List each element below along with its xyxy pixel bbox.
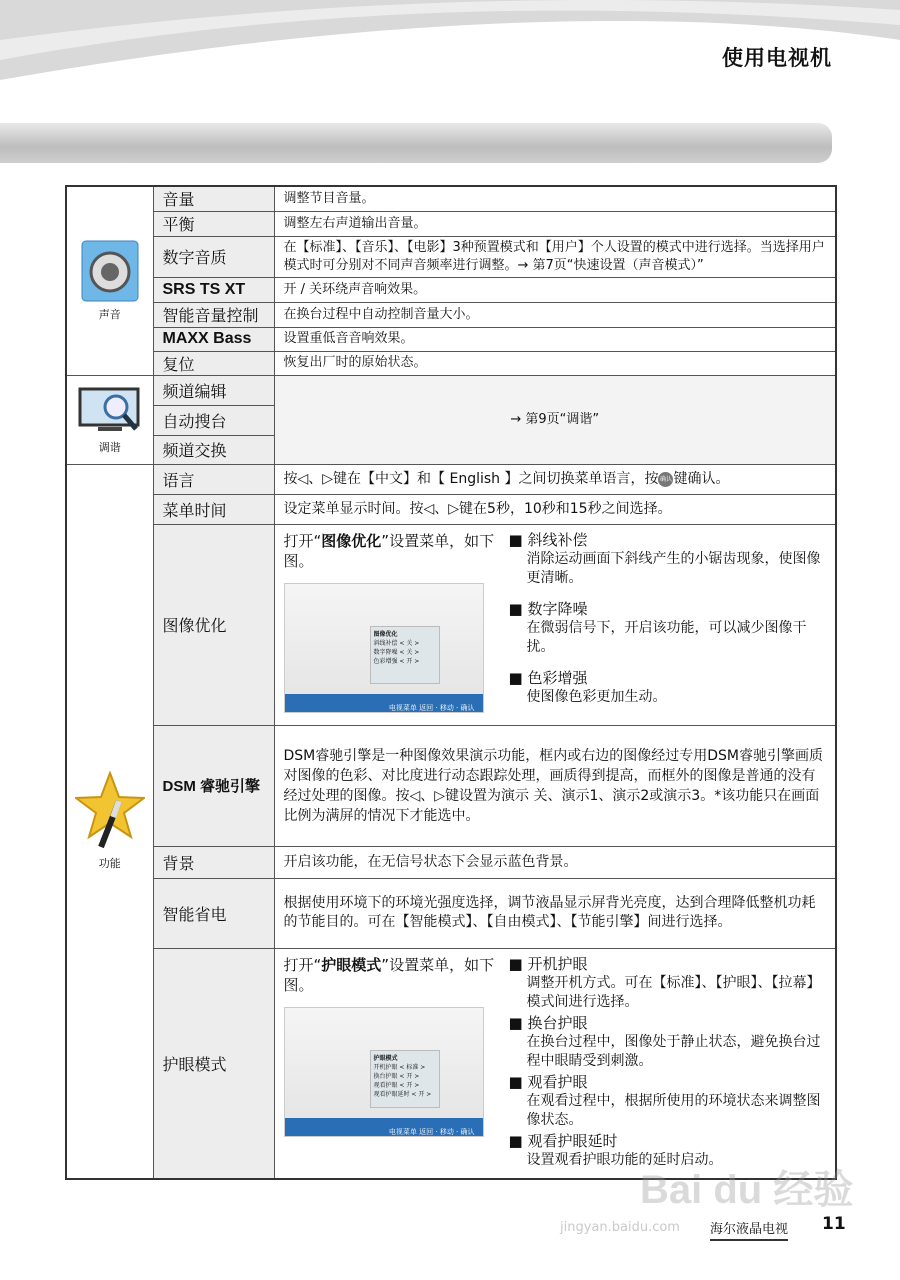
bullet-text: 在观看过程中，根据所使用的环境状态来调整图像状态。	[526, 1092, 821, 1128]
menu-popup	[370, 1050, 440, 1108]
menu-popup	[370, 626, 440, 684]
setting-name: MAXX Bass	[153, 327, 274, 351]
setting-name: 音量	[153, 186, 274, 211]
table-row	[66, 464, 836, 494]
header-bar	[0, 123, 832, 163]
tv-magnifier-icon	[78, 385, 142, 435]
intro: 打开“	[283, 955, 322, 974]
footer-text: 海尔液晶电视	[710, 1218, 788, 1241]
setting-desc: 设定菜单显示时间。按◁、▷键在5秒，10秒和15秒之间选择。	[274, 494, 836, 524]
popup-item: 换台护眼 < 开 >	[373, 1072, 420, 1080]
bullet-item	[509, 600, 827, 657]
settings-table	[65, 185, 837, 1180]
setting-name: 智能音量控制	[153, 302, 274, 327]
menu-screenshot	[284, 583, 484, 713]
setting-name: 背景	[153, 846, 274, 878]
popup-title: 护眼模式	[373, 1054, 398, 1062]
popup-item: 色彩增强 < 开 >	[373, 657, 420, 665]
bullet-item	[509, 531, 827, 588]
bullet-text: 使图像色彩更加生动。	[526, 688, 667, 705]
bullet-text: 消除运动画面下斜线产生的小锯齿现象，使图像更清晰。	[526, 550, 821, 586]
table-row	[66, 846, 836, 878]
setting-name: 菜单时间	[153, 494, 274, 524]
group-label: 声音	[98, 307, 121, 321]
intro-bold: 护眼模式	[321, 955, 382, 974]
table-row	[66, 375, 836, 405]
setting-name: 自动搜台	[153, 405, 274, 435]
setting-desc	[274, 524, 836, 725]
group-tuning	[66, 375, 153, 464]
setting-name: 复位	[153, 351, 274, 375]
bullet-title: ■ 换台护眼	[509, 1014, 827, 1033]
setting-name: DSM 睿驰引擎	[153, 725, 274, 846]
bullet-title: ■ 斜线补偿	[509, 531, 827, 550]
popup-title: 图像优化	[373, 630, 398, 638]
group-label: 功能	[98, 857, 121, 870]
group-sound	[66, 186, 153, 375]
bullet-title: ■ 色彩增强	[509, 669, 827, 688]
bullet-title: ■ 数字降噪	[509, 600, 827, 619]
setting-desc: 在【标准】、【音乐】、【电影】3种预置模式和【用户】个人设置的模式中进行选择。当选择用户模式时可分别对不同声音频率进行调整。→ 第7页“快速设置（声音模式）”	[274, 236, 836, 277]
popup-item: 开机护眼 < 标准 >	[373, 1063, 426, 1071]
watermark-url: jingyan.baidu.com	[560, 1220, 680, 1235]
popup-item: 数字降噪 < 关 >	[373, 648, 420, 656]
intro: ”设置菜单，如下图。	[283, 531, 495, 570]
menu-footer: 电视菜单 返回 · 移动 · 确认	[285, 694, 483, 712]
intro: ”设置菜单，如下图。	[283, 955, 495, 994]
setting-desc	[274, 464, 836, 494]
setting-desc: DSM睿驰引擎是一种图像效果演示功能，框内或右边的图像经过专用DSM睿驰引擎画质对图像的色彩、对比度进行动态跟踪处理，画质得到提高，而框外的图像是普通的没有经过处理的图像。按◁、▷键设置为演示 关、演示1、演示2或演示3。*该功能只在画面比例为满屏的情况下才能选中。	[274, 725, 836, 846]
watermark-logo: Bai du 经验	[640, 1168, 854, 1212]
setting-name: 数字音质	[153, 236, 274, 277]
group-label: 调谐	[98, 440, 121, 454]
setting-desc: 开启该功能，在无信号状态下会显示蓝色背景。	[274, 846, 836, 878]
bullet-item	[509, 1132, 827, 1170]
bullet-item	[509, 1073, 827, 1130]
setting-name: 语言	[153, 464, 274, 494]
table-row	[66, 878, 836, 948]
setting-desc: 调整节目音量。	[274, 186, 836, 211]
bullet-title: ■ 观看护眼延时	[509, 1132, 827, 1151]
menu-footer: 电视菜单 返回 · 移动 · 确认	[285, 1118, 483, 1136]
desc-text: 按◁、▷键在【中文】和【 English 】之间切换菜单语言，按	[283, 471, 659, 487]
setting-name: SRS TS XT	[153, 277, 274, 302]
page-title: 使用电视机	[722, 46, 832, 70]
popup-item: 观看护眼 < 开 >	[373, 1081, 420, 1089]
bullet-text: 在换台过程中，图像处于静止状态，避免换台过程中眼睛受到刺激。	[526, 1033, 821, 1069]
table-row	[66, 211, 836, 236]
setting-desc: 根据使用环境下的环境光强度选择，调节液晶显示屏背光亮度，达到合理降低整机功耗的节能目的。可在【智能模式】、【自由模式】、【节能引擎】间进行选择。	[274, 878, 836, 948]
confirm-key-icon: 确认	[658, 472, 673, 487]
popup-item: 斜线补偿 < 关 >	[373, 639, 420, 647]
setting-name: 频道交换	[153, 435, 274, 464]
table-row	[66, 327, 836, 351]
popup-item: 观看护眼延时 < 开 >	[373, 1090, 432, 1098]
setting-desc: 开 / 关环绕声音响效果。	[274, 277, 836, 302]
setting-name: 频道编辑	[153, 375, 274, 405]
bullet-item	[509, 955, 827, 1012]
setting-desc: 恢复出厂时的原始状态。	[274, 351, 836, 375]
star-wand-icon	[75, 771, 145, 851]
table-row	[66, 494, 836, 524]
bullet-text: 调整开机方式。可在【标准】、【护眼】、【拉幕】模式间进行选择。	[526, 974, 821, 1010]
table-row	[66, 725, 836, 846]
table-row	[66, 351, 836, 375]
table-row	[66, 948, 836, 1179]
table-row	[66, 186, 836, 211]
menu-screenshot	[284, 1007, 484, 1137]
intro-bold: 图像优化	[321, 531, 382, 550]
table-row	[66, 524, 836, 725]
setting-desc: 设置重低音音响效果。	[274, 327, 836, 351]
table-row	[66, 302, 836, 327]
setting-desc: 调整左右声道输出音量。	[274, 211, 836, 236]
setting-name: 平衡	[153, 211, 274, 236]
setting-name: 护眼模式	[153, 948, 274, 1179]
bullet-title: ■ 开机护眼	[509, 955, 827, 974]
bullet-item	[509, 669, 827, 707]
intro: 打开“	[283, 531, 322, 550]
setting-desc: → 第9页“调谐”	[274, 375, 836, 464]
bullet-title: ■ 观看护眼	[509, 1073, 827, 1092]
bullet-item	[509, 1014, 827, 1071]
bullet-text: 在微弱信号下，开启该功能，可以减少图像干扰。	[526, 619, 807, 655]
bullet-text: 设置观看护眼功能的延时启动。	[526, 1151, 723, 1168]
group-function	[66, 464, 153, 1179]
setting-desc: 在换台过程中自动控制音量大小。	[274, 302, 836, 327]
page-number: 11	[822, 1214, 846, 1234]
setting-name: 智能省电	[153, 878, 274, 948]
table-row	[66, 236, 836, 277]
setting-desc	[274, 948, 836, 1179]
table-row	[66, 277, 836, 302]
desc-text: 键确认。	[673, 471, 730, 487]
setting-name: 图像优化	[153, 524, 274, 725]
speaker-icon	[81, 240, 139, 302]
